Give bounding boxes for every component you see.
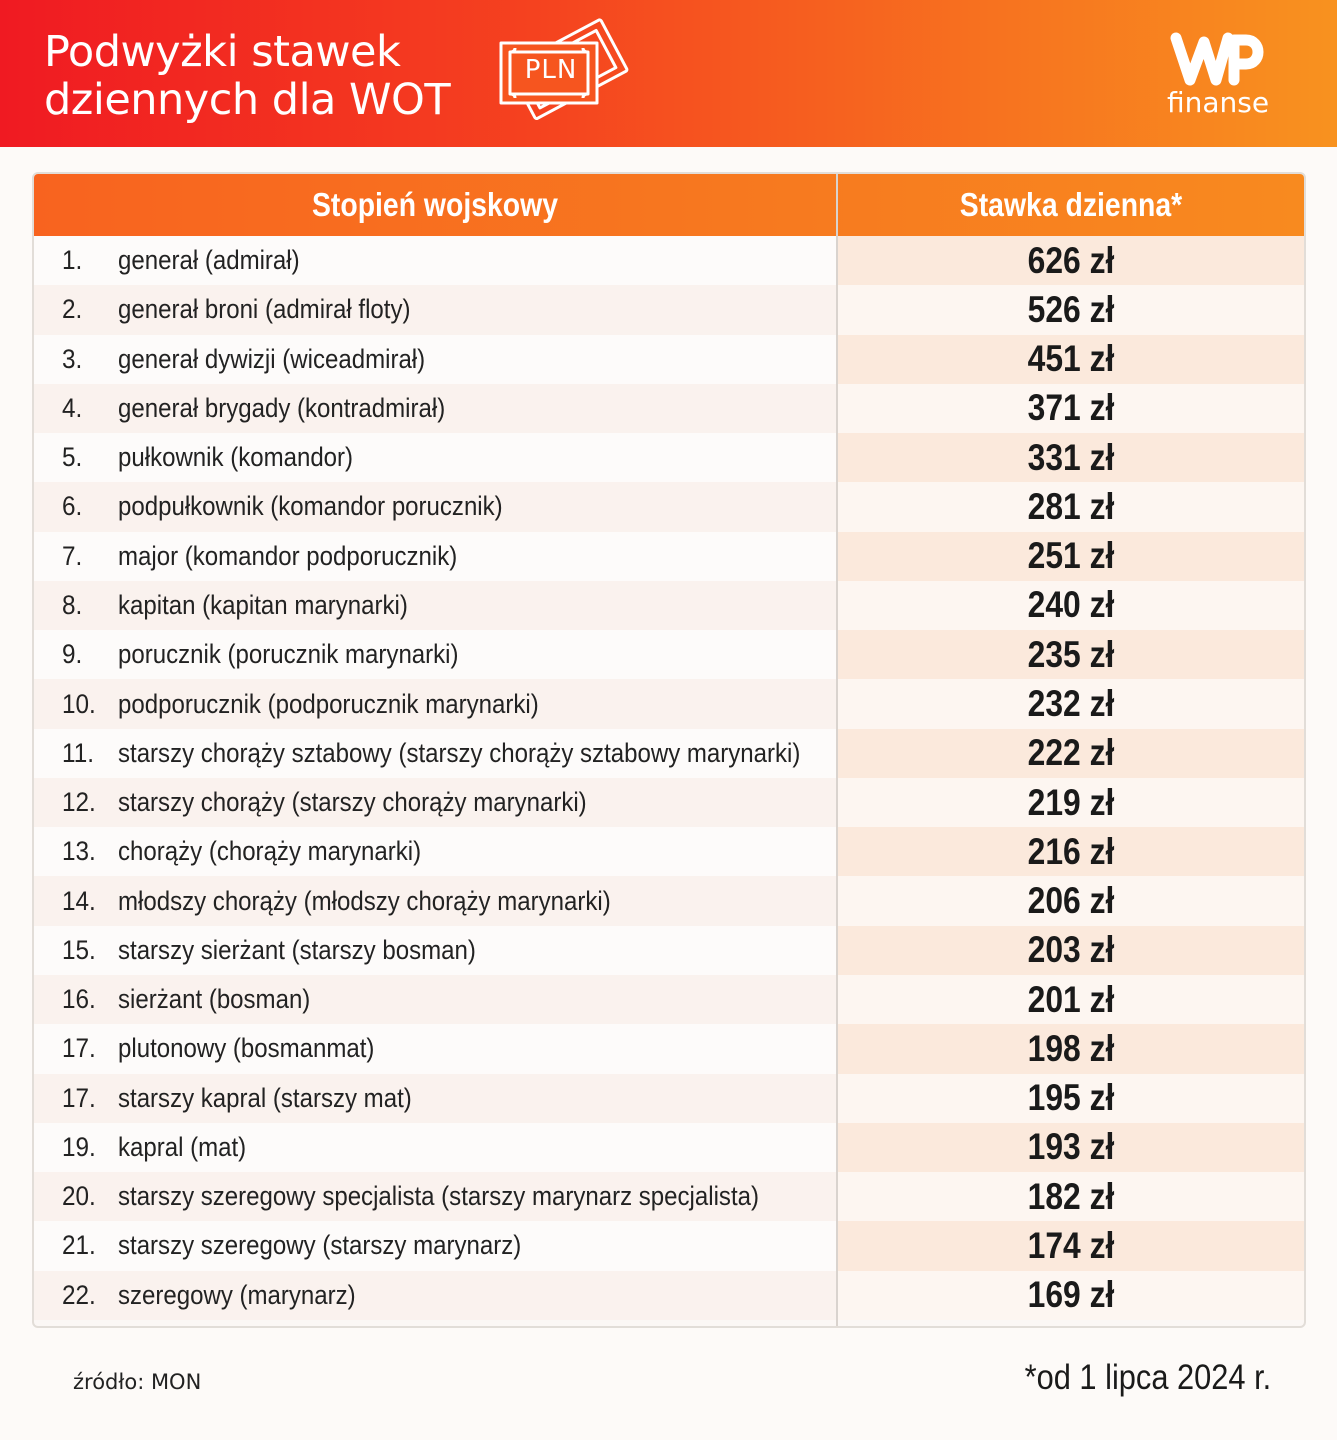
source-note: źródło: MON <box>73 1370 202 1394</box>
row-number: 6. <box>62 491 83 522</box>
table-row <box>34 1271 1304 1320</box>
rate-cell <box>838 778 1304 827</box>
row-number: 11. <box>62 737 94 768</box>
rate-cell <box>838 1123 1304 1172</box>
rank-name: porucznik (porucznik marynarki) <box>118 639 459 670</box>
rank-cell <box>34 729 836 778</box>
table-row <box>34 1123 1304 1172</box>
row-number: 4. <box>62 392 83 423</box>
rank-name: generał brygady (kontradmirał) <box>118 392 446 423</box>
title-line-2: dziennych dla WOT <box>44 75 451 125</box>
logo-text: finanse <box>1166 86 1270 119</box>
row-number: 17. <box>62 1033 96 1064</box>
rank-name: pułkownik (komandor) <box>118 442 354 473</box>
rank-cell <box>34 1221 836 1270</box>
daily-rate: 526 zł <box>1027 288 1115 330</box>
daily-rate: 203 zł <box>1027 929 1115 971</box>
row-number: 8. <box>62 589 83 620</box>
rank-cell <box>34 236 836 285</box>
table-row <box>34 285 1304 334</box>
rate-cell <box>838 236 1304 285</box>
rank-cell <box>34 1024 836 1073</box>
daily-rate: 206 zł <box>1027 880 1115 922</box>
rank-cell <box>34 926 836 975</box>
rank-cell <box>34 876 836 925</box>
rank-cell <box>34 285 836 334</box>
table-row <box>34 876 1304 925</box>
table-row <box>34 335 1304 384</box>
rate-cell <box>838 630 1304 679</box>
rank-cell <box>34 975 836 1024</box>
daily-rate: 195 zł <box>1027 1077 1115 1119</box>
rate-cell <box>838 827 1304 876</box>
rate-cell <box>838 1074 1304 1123</box>
daily-rate: 371 zł <box>1027 387 1115 429</box>
rank-cell <box>34 482 836 531</box>
row-number: 19. <box>62 1131 96 1162</box>
row-number: 15. <box>62 934 96 965</box>
footnote: *od 1 lipca 2024 r. <box>1024 1358 1271 1397</box>
row-number: 22. <box>62 1279 96 1310</box>
rank-name: kapral (mat) <box>118 1131 247 1162</box>
rate-cell <box>838 384 1304 433</box>
rank-name: szeregowy (marynarz) <box>118 1279 356 1310</box>
table-row <box>34 482 1304 531</box>
column-header-rank: Stopień wojskowy <box>311 186 558 223</box>
rate-cell <box>838 1024 1304 1073</box>
rank-name: generał broni (admirał floty) <box>118 294 411 325</box>
daily-rate: 182 zł <box>1027 1175 1115 1217</box>
table-row <box>34 236 1304 285</box>
rank-name: podporucznik (podporucznik marynarki) <box>118 688 539 719</box>
rank-name: major (komandor podporucznik) <box>118 540 458 571</box>
column-divider <box>836 174 838 1328</box>
rate-cell <box>838 532 1304 581</box>
page-title <box>44 28 484 124</box>
daily-rate: 201 zł <box>1027 978 1115 1020</box>
pln-label: PLN <box>524 55 578 85</box>
daily-rate: 331 zł <box>1027 436 1115 478</box>
row-number: 17. <box>62 1082 96 1113</box>
table-row <box>34 1074 1304 1123</box>
rate-cell <box>838 1221 1304 1270</box>
table-row <box>34 581 1304 630</box>
table-row <box>34 433 1304 482</box>
wp-logo-icon <box>1170 30 1266 86</box>
daily-rate: 222 zł <box>1027 732 1115 774</box>
row-number: 16. <box>62 984 96 1015</box>
table-row <box>34 1221 1304 1270</box>
rank-name: starszy szeregowy (starszy marynarz) <box>118 1230 522 1261</box>
daily-rate: 232 zł <box>1027 683 1115 725</box>
rank-cell <box>34 1074 836 1123</box>
rank-cell <box>34 1271 836 1320</box>
table-row <box>34 975 1304 1024</box>
column-header-rate: Stawka dzienna* <box>959 186 1183 223</box>
rank-cell <box>34 1123 836 1172</box>
rank-cell <box>34 679 836 728</box>
table-row <box>34 532 1304 581</box>
daily-rate: 240 zł <box>1027 584 1115 626</box>
table-row <box>34 1024 1304 1073</box>
daily-rate: 169 zł <box>1027 1274 1115 1316</box>
title-line-1: Podwyżki stawek <box>44 27 401 77</box>
row-number: 3. <box>62 343 83 374</box>
rank-name: starszy kapral (starszy mat) <box>118 1082 412 1113</box>
daily-rate: 198 zł <box>1027 1027 1115 1069</box>
rank-cell <box>34 335 836 384</box>
rate-cell <box>838 926 1304 975</box>
rank-cell <box>34 581 836 630</box>
rate-cell <box>838 1172 1304 1221</box>
table-row <box>34 1172 1304 1221</box>
table-row <box>34 630 1304 679</box>
rank-cell <box>34 827 836 876</box>
rank-name: starszy chorąży (starszy chorąży marynarki) <box>118 787 587 818</box>
table-row <box>34 778 1304 827</box>
row-number: 7. <box>62 540 83 571</box>
row-number: 2. <box>62 294 83 325</box>
rank-name: generał (admirał) <box>118 245 300 276</box>
table-row <box>34 926 1304 975</box>
rank-name: generał dywizji (wiceadmirał) <box>118 343 426 374</box>
rank-name: starszy sierżant (starszy bosman) <box>118 934 476 965</box>
header-banner <box>0 0 1337 147</box>
rank-name: plutonowy (bosmanmat) <box>118 1033 375 1064</box>
table-row <box>34 384 1304 433</box>
rank-cell <box>34 532 836 581</box>
table-header <box>34 174 1304 236</box>
rank-cell <box>34 433 836 482</box>
rank-name: chorąży (chorąży marynarki) <box>118 836 422 867</box>
rate-cell <box>838 285 1304 334</box>
row-number: 10. <box>62 688 96 719</box>
rate-cell <box>838 876 1304 925</box>
row-number: 9. <box>62 639 83 670</box>
daily-rate: 626 zł <box>1027 239 1115 281</box>
daily-rate: 281 zł <box>1027 485 1115 527</box>
table-row <box>34 679 1304 728</box>
row-number: 5. <box>62 442 83 473</box>
rate-cell <box>838 581 1304 630</box>
daily-rate: 174 zł <box>1027 1224 1115 1266</box>
rank-cell <box>34 778 836 827</box>
rate-cell <box>838 335 1304 384</box>
rank-cell <box>34 630 836 679</box>
rates-table <box>32 172 1306 1328</box>
row-number: 20. <box>62 1181 96 1212</box>
rate-cell <box>838 729 1304 778</box>
daily-rate: 193 zł <box>1027 1126 1115 1168</box>
row-number: 1. <box>62 245 83 276</box>
rank-name: młodszy chorąży (młodszy chorąży marynarki) <box>118 885 611 916</box>
rank-name: starszy szeregowy specjalista (starszy marynarz specjalista) <box>118 1181 759 1212</box>
rate-cell <box>838 433 1304 482</box>
rate-cell <box>838 975 1304 1024</box>
rate-cell <box>838 679 1304 728</box>
daily-rate: 451 zł <box>1027 338 1115 380</box>
daily-rate: 216 zł <box>1027 830 1115 872</box>
table-row <box>34 827 1304 876</box>
rank-name: sierżant (bosman) <box>118 984 311 1015</box>
daily-rate: 219 zł <box>1027 781 1115 823</box>
row-number: 14. <box>62 885 96 916</box>
rank-cell <box>34 384 836 433</box>
table-body <box>34 236 1304 1320</box>
rank-name: podpułkownik (komandor porucznik) <box>118 491 503 522</box>
rate-cell <box>838 1271 1304 1320</box>
row-number: 13. <box>62 836 96 867</box>
daily-rate: 235 zł <box>1027 633 1115 675</box>
rank-name: kapitan (kapitan marynarki) <box>118 589 408 620</box>
row-number: 12. <box>62 787 96 818</box>
row-number: 21. <box>62 1230 96 1261</box>
rank-cell <box>34 1172 836 1221</box>
table-row <box>34 729 1304 778</box>
rate-cell <box>838 482 1304 531</box>
rank-name: starszy chorąży sztabowy (starszy chorąży sztabowy marynarki) <box>118 737 801 768</box>
daily-rate: 251 zł <box>1027 535 1115 577</box>
